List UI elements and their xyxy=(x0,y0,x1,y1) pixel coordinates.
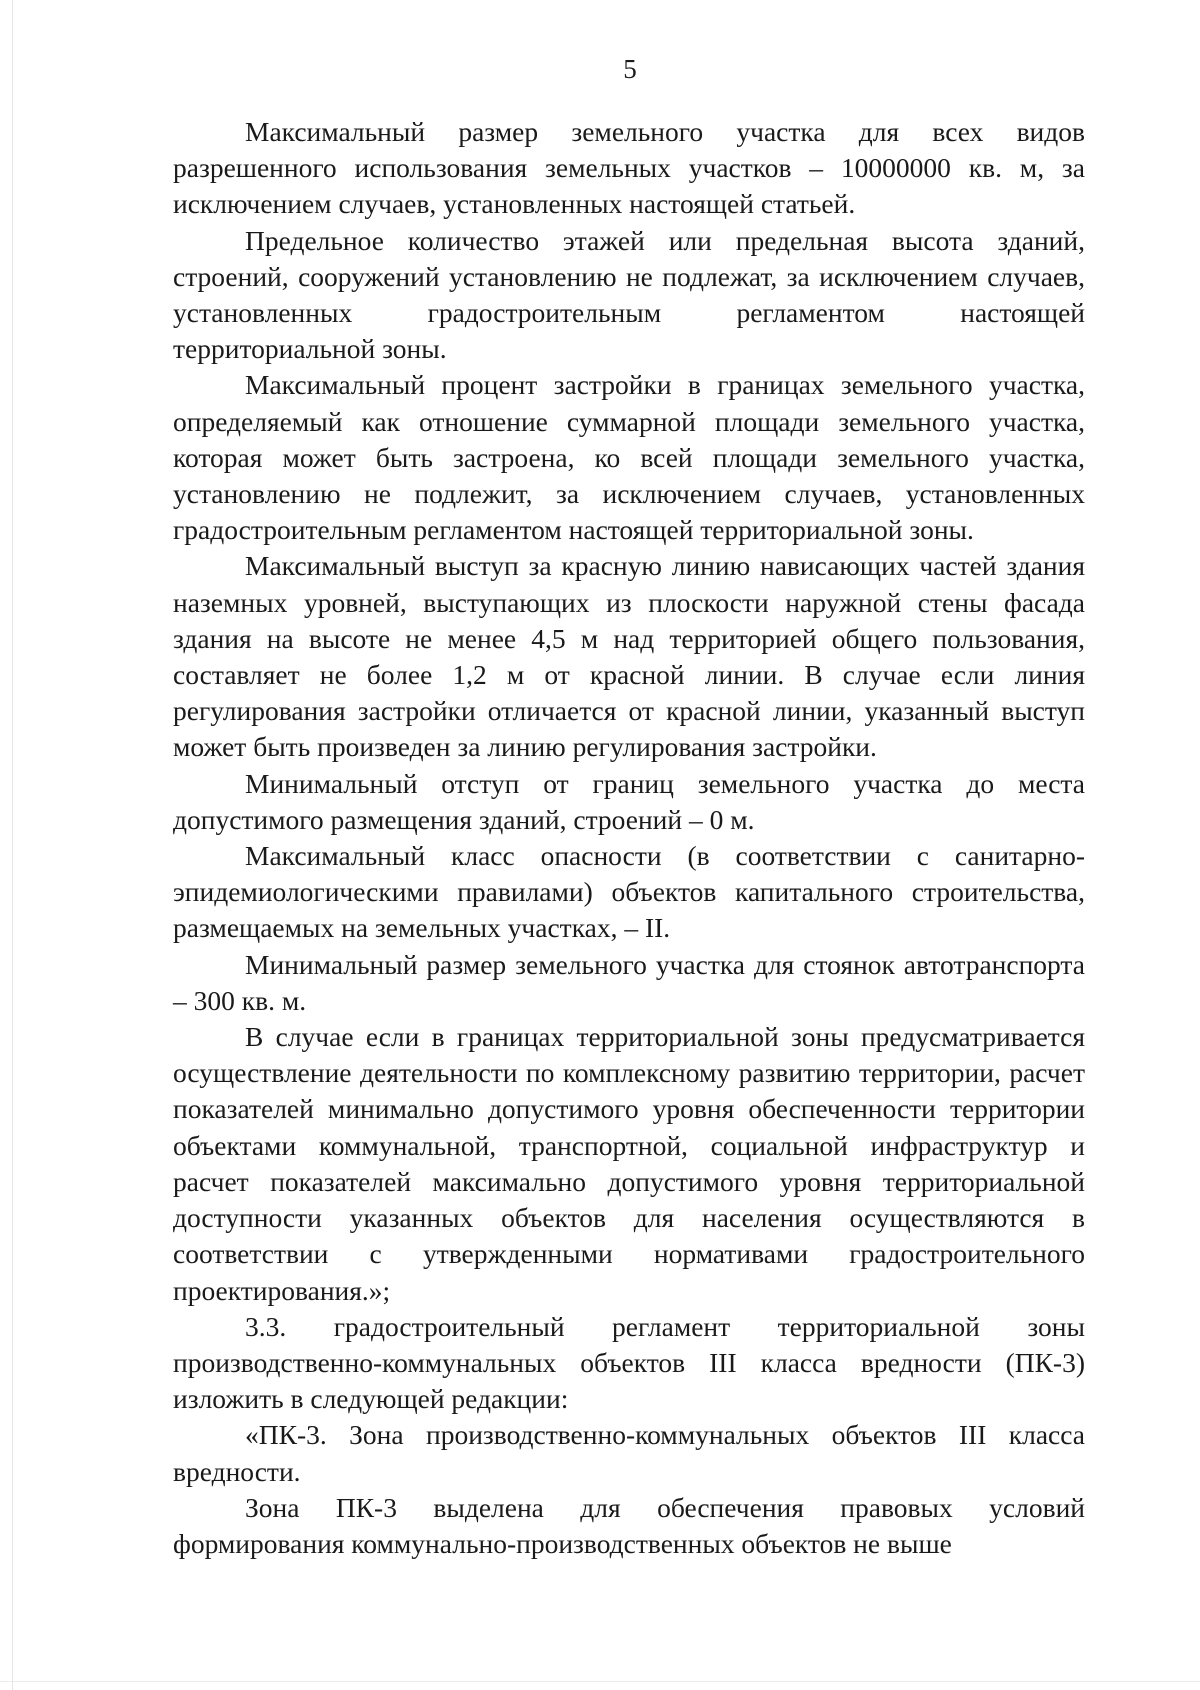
paragraph-pk3-heading: «ПК-3. Зона производственно-коммунальных объектов III класса вредности. xyxy=(173,1419,1085,1487)
paragraph-pk3-purpose: Зона ПК-3 выделена для обеспечения правовых условий формирования коммунально-производственных объектов не выше xyxy=(173,1491,1085,1559)
scan-bottom-edge xyxy=(0,1681,1200,1682)
paragraph-parking-min-size: Минимальный размер земельного участка для стоянок автотранспорта – 300 кв. м. xyxy=(173,948,1085,1016)
paragraph-max-plot-size: Максимальный размер земельного участка для всех видов разрешенного использования земельных участков – 10000000 кв. м, за исключением случаев, установленных настоящей статьей. xyxy=(173,116,1085,220)
document-body xyxy=(173,114,1085,1562)
scan-edge-line xyxy=(12,0,13,1690)
paragraph-min-setback: Минимальный отступ от границ земельного участка до места допустимого размещения зданий, строений – 0 м. xyxy=(173,767,1085,835)
paragraph-section-3-3: 3.3. градостроительный регламент территориальной зоны производственно-коммунальных объектов III класса вредности (ПК-3) изложить в следующей редакции: xyxy=(173,1310,1085,1415)
paragraph-max-build-percent: Максимальный процент застройки в границах земельного участка, определяемый как отношение суммарной площади земельного участка, которая может быть застроена, ко всей площади земельного участка, установлению не подлежит, за исключением случаев, установленных градостроительным регламентом настоящей территориальной зоны. xyxy=(173,369,1085,546)
paragraph-complex-development: В случае если в границах территориальной зоны предусматривается осуществление деятельности по комплексному развитию территории, расчет показателей минимально допустимого уровня обеспеченности территории объектами коммунальной, транспортной, социальной инфраструктур и расчет показателей максимально допустимого уровня территориальной доступности указанных объектов для населения осуществляются в соответствии с утвержденными нормативами градостроительного проектирования.»; xyxy=(173,1021,1085,1306)
paragraph-red-line-overhang: Максимальный выступ за красную линию нависающих частей здания наземных уровней, выступающих из плоскости наружной стены фасада здания на высоте не менее 4,5 м над территорией общего пользования, составляет не более 1,2 м от красной линии. В случае если линия регулирования застройки отличается от красной линии, указанный выступ может быть произведен за линию регулирования застройки. xyxy=(173,550,1085,763)
page-number: 5 xyxy=(623,54,637,84)
paragraph-hazard-class: Максимальный класс опасности (в соответствии с санитарно-эпидемиологическими правилами) объектов капитального строительства, размещаемых на земельных участках, – II. xyxy=(173,840,1085,944)
paragraph-floor-limit: Предельное количество этажей или предельная высота зданий, строений, сооружений установлению не подлежат, за исключением случаев, установленных градостроительным регламентом настоящей территориальной зоны. xyxy=(173,224,1085,365)
